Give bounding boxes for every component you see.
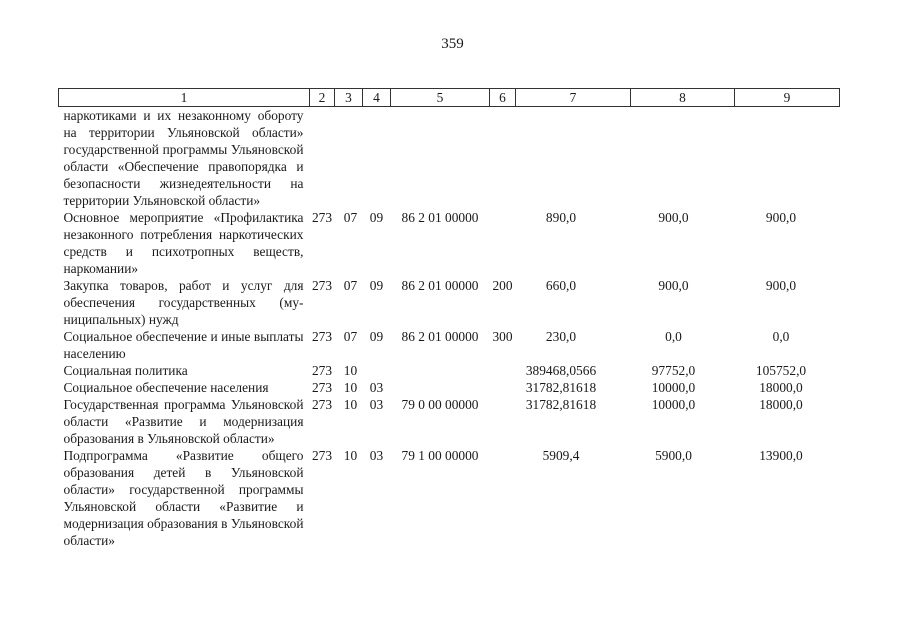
cell-target-article: 79 1 00 00000 [401,448,479,463]
cell-expense-type: 200 [492,278,513,293]
cell-ministry-code: 273 [311,278,333,293]
cell-amount-year3: 900,0 [765,278,797,293]
column-header: 7 [516,89,631,107]
column-header: 5 [391,89,490,107]
row-name: Государственная программа Ульяновской области «Развитие и модернизация образования в Ульяновской области» [63,397,304,446]
cell-target-article: 86 2 01 00000 [401,329,479,344]
cell-section: 07 [343,278,358,293]
cell-expense-type [490,209,516,277]
row-name: Социальная политика [63,363,188,378]
cell-amount-year2: 10000,0 [651,397,696,412]
cell-amount-year3: 0,0 [772,329,790,344]
row-name: Социальное обеспечение и иные выплаты населению [63,329,304,361]
cell-amount-year1 [516,107,631,210]
cell-amount-year2 [631,107,735,210]
cell-amount-year1: 5909,4 [542,448,580,463]
cell-ministry-code: 273 [311,363,333,378]
row-name: Социальное обеспечение населения [63,380,269,395]
page-number: 359 [441,36,464,52]
table-row [59,328,840,362]
row-name: Подпрограмма «Развитие общего образования детей в Ульяновской области» государственной программы Ульяновской области «Развитие и модернизация образования в Ульяновской области» [63,448,304,548]
cell-section: 07 [343,329,358,344]
cell-amount-year1: 890,0 [545,210,577,225]
cell-section: 10 [343,363,358,378]
cell-subsection: 03 [369,380,384,395]
cell-amount-year3: 105752,0 [755,363,807,378]
cell-amount-year2: 0,0 [665,329,682,344]
row-name: Основное мероприятие «Профилактика незаконного потребления наркотических средств и психотропных веществ, наркомании» [63,210,304,276]
table-row [59,379,840,396]
column-header: 1 [59,89,310,107]
cell-section: 10 [343,380,358,395]
cell-amount-year1: 660,0 [545,278,577,293]
cell-subsection: 09 [369,329,384,344]
cell-target-article [391,362,490,379]
column-header: 6 [490,89,516,107]
cell-amount-year3: 13900,0 [759,448,803,463]
cell-expense-type [490,396,516,447]
table-row [59,362,840,379]
cell-subsection: 03 [369,448,384,463]
cell-amount-year3: 18000,0 [759,380,803,395]
budget-table [58,88,840,549]
cell-ministry-code: 273 [311,210,333,225]
cell-amount-year3: 18000,0 [759,397,803,412]
cell-section: 10 [343,448,358,463]
table-row [59,396,840,447]
column-header: 3 [335,89,363,107]
cell-amount-year1: 31782,81618 [525,380,597,395]
cell-amount-year1: 31782,81618 [525,397,597,412]
cell-target-article: 86 2 01 00000 [401,210,479,225]
cell-subsection [363,362,391,379]
cell-amount-year2: 5900,0 [655,448,692,463]
cell-ministry-code: 273 [311,448,333,463]
cell-ministry-code: 273 [311,329,333,344]
column-header: 2 [310,89,335,107]
row-name: наркотиками и их незаконному обороту на территории Ульяновской области» государственной программы Ульяновской области «Обеспечение правопорядка и безопасности жизнедеятельности на территории Ульяновской области» [63,108,304,208]
column-header: 9 [735,89,840,107]
cell-target-article: 79 0 00 00000 [401,397,479,412]
cell-expense-type [490,447,516,549]
cell-amount-year2: 97752,0 [651,363,696,378]
cell-subsection: 09 [369,278,384,293]
column-header: 4 [363,89,391,107]
cell-ministry-code: 273 [311,397,333,412]
table-row [59,447,840,549]
cell-subsection: 03 [369,397,384,412]
table-header-row [59,89,840,107]
cell-expense-type [490,379,516,396]
cell-section: 07 [343,210,358,225]
cell-amount-year1: 389468,0566 [525,363,597,378]
cell-amount-year2: 900,0 [658,278,689,293]
cell-amount-year2: 10000,0 [651,380,696,395]
cell-target-article: 86 2 01 00000 [401,278,479,293]
cell-ministry-code [310,107,335,210]
cell-expense-type: 300 [492,329,513,344]
cell-section [335,107,363,210]
cell-expense-type [490,107,516,210]
cell-ministry-code: 273 [311,380,333,395]
cell-target-article [391,107,490,210]
cell-amount-year2: 900,0 [658,210,689,225]
table-row [59,107,840,210]
row-name: Закупка товаров, работ и услуг для обеспечения государственных (муниципальных) нужд [63,278,304,327]
table-row [59,277,840,328]
cell-amount-year1: 230,0 [545,329,577,344]
cell-subsection: 09 [369,210,384,225]
cell-amount-year3: 900,0 [765,210,797,225]
table-row [59,209,840,277]
cell-amount-year3 [735,107,840,210]
cell-target-article [391,379,490,396]
cell-subsection [363,107,391,210]
cell-expense-type [490,362,516,379]
cell-section: 10 [343,397,358,412]
column-header: 8 [631,89,735,107]
